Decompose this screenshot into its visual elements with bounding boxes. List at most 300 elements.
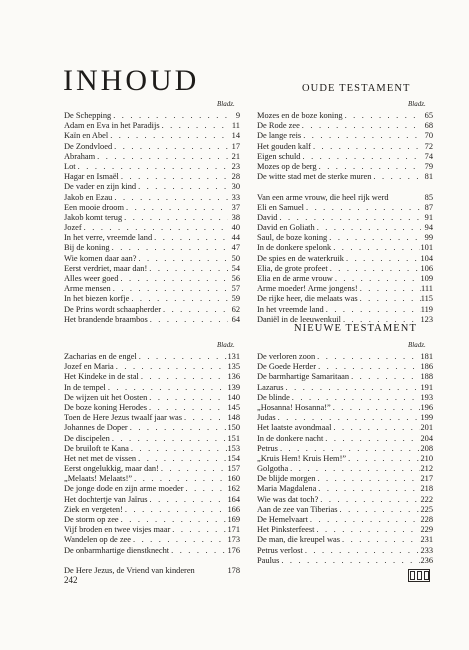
dot-leader [111,111,228,121]
toc-entry-page: 218 [420,484,433,494]
toc-entry-title: De lange reis [257,131,302,141]
toc-entry-page: 56 [231,274,240,283]
dot-leader [148,495,228,505]
toc-entry-page: 228 [420,515,433,524]
old-testament-right-column [257,111,433,325]
toc-entry-title: Hagar en Ismaël [64,172,119,182]
dot-leader [358,284,421,294]
toc-entry-page: 68 [424,121,433,131]
toc-entry-page: 199 [420,413,433,423]
toc-entry [64,362,240,372]
dot-leader [300,121,421,131]
dot-leader [129,444,228,454]
dot-leader [119,515,228,525]
dot-leader [344,254,420,264]
toc-entry-title: Zacharias en de engel [64,352,137,361]
dot-leader [147,264,228,274]
toc-entry-title: Vijf broden en twee visjes maar [64,525,171,535]
toc-entry-page: 160 [227,474,240,484]
toc-entry-page: 181 [420,352,433,361]
toc-entry-page: 210 [420,453,433,463]
toc-entry-page: 166 [227,504,240,514]
toc-entry [257,556,433,566]
dot-leader [284,383,421,393]
dot-leader [147,403,227,413]
toc-entry [64,484,240,494]
toc-entry [257,213,433,223]
toc-entry [257,121,433,131]
toc-entry [257,495,433,505]
dot-leader [136,454,227,464]
toc-entry-title: Lazarus [257,382,284,392]
toc-entry [64,434,240,444]
toc-entry-title: In de donkere nacht [257,433,324,443]
toc-entry-page: 236 [420,555,433,565]
dot-leader [316,484,420,494]
toc-entry-title: Het brandende braambos [64,314,148,324]
toc-entry [64,223,240,233]
dot-leader [346,454,420,464]
old-testament-heading: OUDE TESTAMENT [302,83,411,94]
toc-entry-page: 47 [231,243,240,253]
dot-leader [315,474,420,484]
toc-entry-page: 176 [227,545,240,555]
toc-entry-title: Jakob en Ezau [64,192,113,202]
toc-entry [64,352,240,362]
toc-entry-page: 65 [424,111,433,120]
toc-entry-title: De Hemelvaart [257,515,308,524]
dot-leader [343,111,421,121]
toc-entry-page: 94 [424,223,433,233]
toc-entry-title: Van een arme vrouw, die heel rijk werd [257,192,389,202]
toc-entry-title: De Rode zee [257,121,300,131]
dot-leader [279,556,420,566]
dot-leader [340,535,420,545]
toc-entry-page: 64 [231,314,240,324]
toc-entry-title: De barmhartige Samaritaan [257,372,350,382]
toc-entry-title: Elia en de arme vrouw [257,274,333,284]
toc-entry-page: 169 [227,515,240,524]
toc-entry [257,233,433,243]
toc-entry-title: Jozef [64,223,82,233]
toc-entry [257,383,433,393]
toc-entry-title: Het dochtertje van Jaïrus [64,494,148,504]
dot-leader [136,254,228,264]
toc-entry [257,454,433,464]
toc-entry-page: 162 [227,484,240,494]
page-title: INHOUD [63,64,200,97]
toc-entry-title: De verloren zoon [257,352,316,361]
toc-entry-title: De Schepping [64,111,112,120]
toc-entry [64,284,240,294]
toc-entry-page: 91 [424,212,433,222]
toc-entry [64,444,240,454]
toc-entry-title: De Goede Herder [257,362,317,372]
toc-entry [64,383,240,393]
toc-entry-title: De Here Jezus, de Vriend van kinderen [64,565,195,575]
toc-entry [64,413,240,423]
toc-entry-title: Maria Magdalena [257,484,317,494]
toc-entry-title: In het verre, vreemde land [64,233,153,243]
toc-entry [257,352,433,362]
dot-leader [331,243,420,253]
toc-entry-title: Het Kindeke in de stal [64,372,139,382]
old-testament-left-page-label: Bladz. [217,100,235,108]
dot-leader [358,294,421,304]
toc-entry [257,535,433,545]
dot-leader [324,305,421,315]
toc-entry [64,274,240,284]
toc-entry [257,434,433,444]
toc-entry-page: 14 [231,131,240,141]
dot-leader [152,233,228,243]
toc-entry [64,233,240,243]
toc-entry-title: In het biezen korfje [64,294,130,304]
toc-entry-title: Petrus verlost [257,545,303,555]
dot-leader [288,464,420,474]
dot-leader [331,403,421,413]
toc-entry-title: Adam en Eva in het Paradijs [64,121,160,131]
dot-leader [76,162,228,172]
toc-entry-title: Arme mensen [64,284,111,294]
dot-leader [112,193,228,203]
toc-entry [257,274,433,284]
dot-leader [277,213,421,223]
toc-entry-title: Saul, de boze koning [257,233,328,243]
toc-entry [64,254,240,264]
new-testament-right-page-label: Bladz. [408,341,426,349]
dot-leader [303,546,421,556]
toc-entry-page: 74 [424,151,433,161]
dot-leader [304,203,421,213]
toc-entry-page: 157 [227,464,240,474]
toc-entry-title: Het Pinksterfeest [257,525,315,535]
toc-entry [257,284,433,294]
dot-leader [110,434,228,444]
toc-entry [64,454,240,464]
toc-entry-page: 222 [420,494,433,504]
dot-leader [311,142,421,152]
dot-leader [137,352,228,362]
toc-entry-page: 87 [424,202,433,212]
toc-entry-title: Paulus [257,555,280,565]
dot-leader [301,152,422,162]
dot-leader [111,284,228,294]
new-testament-heading: NIEUWE TESTAMENT [294,323,418,334]
toc-entry-title: Wie komen daar aan? [64,253,137,263]
toc-entry-title: Wie was dat toch? [257,494,319,504]
dot-leader [118,274,228,284]
toc-entry [257,203,433,213]
toc-entry-page: 196 [420,402,433,412]
toc-entry-page: 101 [420,243,433,253]
toc-entry [64,203,240,213]
dot-leader [114,362,228,372]
toc-entry-page: 140 [227,392,240,402]
toc-entry-page: 150 [227,423,240,433]
toc-entry-page: 104 [420,253,433,263]
toc-entry-title: De vader en zijn kind [64,182,137,192]
dot-leader [333,274,421,284]
toc-entry-page: 111 [421,284,433,294]
toc-entry-page: 131 [227,352,240,361]
toc-entry-page: 81 [424,172,433,182]
toc-entry [64,131,240,141]
toc-entry-page: 62 [231,304,240,314]
toc-entry-page: 225 [420,504,433,514]
toc-entry-title: Jozef en Maria [64,362,114,372]
dot-leader [124,203,228,213]
toc-entry [257,223,433,233]
toc-entry-title: „Kruis Hem! Kruis Hem!” [257,453,347,463]
toc-entry [64,243,240,253]
toc-entry-title: De blinde [257,392,290,402]
toc-entry-page: 23 [231,161,240,171]
toc-entry [64,546,240,556]
toc-entry-page: 57 [231,284,240,294]
toc-entry [64,111,240,121]
dot-leader [328,264,421,274]
toc-entry [257,444,433,454]
dot-leader [276,413,421,423]
toc-entry-page: 21 [231,151,240,161]
toc-entry-title: De man, die kreupel was [257,535,341,545]
dot-leader [82,223,228,233]
toc-entry-page: 99 [424,233,433,243]
toc-entry-page: 38 [231,212,240,222]
toc-entry-title: Elia, de grote profeet [257,263,328,273]
dot-leader [122,213,228,223]
dot-leader [315,223,421,233]
toc-entry-title: De Zondvloed [64,141,113,151]
toc-entry-title: De spies en de waterkruik [257,253,344,263]
toc-entry [257,243,433,253]
toc-entry-page: 72 [424,141,433,151]
toc-entry-page: 186 [420,362,433,372]
toc-entry [64,213,240,223]
toc-entry [64,464,240,474]
toc-entry-page: 109 [420,274,433,284]
toc-entry-title: De wijzen uit het Oosten [64,392,148,402]
toc-entry-page: 153 [227,443,240,453]
toc-entry [257,525,433,535]
toc-entry-title: Jakob komt terug [64,212,123,222]
dot-leader [147,393,227,403]
toc-entry-title: Petrus [257,443,278,453]
dot-leader [131,535,227,545]
toc-entry-title: In het vreemde land [257,304,324,314]
old-testament-left-column [64,111,240,325]
toc-entry [257,464,433,474]
toc-entry-title: Johannes de Doper [64,423,128,433]
toc-entry-title: De onbarmhartige dienstknecht [64,545,170,555]
toc-entry-page: 164 [227,494,240,504]
toc-entry [64,315,240,325]
toc-entry-page: 28 [231,172,240,182]
toc-entry-title: Bij de koning [64,243,110,253]
dot-leader [315,352,420,362]
dot-leader [160,121,228,131]
toc-entry [257,111,433,121]
toc-entry-title: Daniël in de leeuwenkuil [257,314,341,324]
toc-entry [64,535,240,545]
toc-entry [64,515,240,525]
toc-entry-page: 59 [231,294,240,304]
toc-entry [257,172,433,182]
dot-leader [159,464,228,474]
toc-entry-title: Arme moeder! Arme jongens! [257,284,358,294]
toc-entry-title: Abraham [64,151,96,161]
toc-entry [64,403,240,413]
toc-entry-page: 212 [420,464,433,474]
dot-leader [161,305,228,315]
toc-entry-page: 115 [420,294,433,304]
toc-entry [64,121,240,131]
toc-entry [64,474,240,484]
toc-entry-title: Het laatste avondmaal [257,423,332,433]
dot-leader [110,243,228,253]
toc-entry-title: Alles weer goed [64,274,119,283]
toc-entry [64,393,240,403]
toc-entry-title: De blijde morgen [257,474,316,484]
dot-leader [139,372,228,382]
toc-entry-page: 40 [231,223,240,233]
toc-entry-title: Kaïn en Abel [64,131,109,141]
dot-leader [290,393,421,403]
toc-entry [257,372,433,382]
dot-leader [119,172,228,182]
toc-entry-page: 154 [227,453,240,463]
toc-entry [257,505,433,515]
dot-leader [371,172,421,182]
toc-entry-page: 85 [424,192,433,202]
toc-entry [64,556,240,576]
toc-entry-page: 37 [231,202,240,212]
toc-entry [64,142,240,152]
toc-entry-page: 17 [231,141,240,151]
toc-entry-page: 145 [227,402,240,412]
dot-leader [308,515,421,525]
toc-entry-title: Eerst verdriet, maar dan! [64,263,148,273]
toc-entry [257,254,433,264]
toc-entry [257,474,433,484]
toc-entry-title: De boze koning Herodes [64,402,148,412]
toc-entry-page: 123 [420,314,433,324]
toc-entry-title: De witte stad met de sterke muren [257,172,372,182]
toc-entry-title: Aan de zee van Tiberias [257,504,338,514]
toc-entry-title: In de donkere spelonk [257,243,332,253]
page-number: 242 [64,575,78,585]
toc-entry-page: 173 [227,535,240,545]
toc-entry-title: De Prins wordt schaapherder [64,304,161,314]
dot-leader [331,423,420,433]
toc-entry-title: Mozes en de boze koning [257,111,343,120]
toc-entry [257,152,433,162]
toc-entry-title: Eli en Samuel [257,202,304,212]
dot-leader [112,142,228,152]
toc-entry-title: Lot [64,161,76,171]
toc-entry-page: 231 [420,535,433,545]
toc-entry-page: 217 [420,474,433,484]
dot-leader [106,383,228,393]
dot-leader [95,152,228,162]
toc-entry-page: 208 [420,443,433,453]
dot-leader [327,233,421,243]
toc-entry [64,152,240,162]
dot-leader [123,505,228,515]
toc-entry-page: 204 [420,433,433,443]
toc-entry-title: Toen de Here Jezus twaalf jaar was [64,413,183,423]
toc-entry [257,142,433,152]
dot-leader [169,546,227,556]
toc-entry-page: 33 [231,192,240,202]
toc-entry [257,362,433,372]
toc-entry [257,182,433,202]
toc-entry-page: 11 [231,121,240,131]
toc-entry-title: David [257,212,278,222]
toc-entry-page: 171 [227,525,240,535]
toc-entry [257,393,433,403]
toc-entry [257,264,433,274]
dot-leader [317,162,421,172]
toc-entry-page: 70 [424,131,433,141]
dot-leader [148,315,228,325]
toc-entry [257,162,433,172]
toc-entry-page: 201 [420,423,433,433]
toc-entry [64,495,240,505]
toc-entry [64,264,240,274]
toc-entry-page: 30 [231,182,240,192]
toc-entry-title: Ziek en vergeten! [64,504,123,514]
dot-leader [318,495,420,505]
new-testament-left-column [64,352,240,576]
toc-entry-page: 193 [420,392,433,402]
toc-entry-title: Wandelen op de zee [64,535,131,545]
toc-entry-page: 9 [235,111,240,120]
toc-entry-title: David en Goliath [257,223,315,233]
toc-entry-title: Judas [257,413,276,423]
toc-entry-page: 139 [227,382,240,392]
toc-entry-page: 79 [424,161,433,171]
toc-entry-title: De storm op zee [64,515,119,524]
new-testament-right-column [257,352,433,566]
toc-entry-page: 229 [420,525,433,535]
dot-leader [108,131,228,141]
toc-entry-page: 151 [227,433,240,443]
toc-entry [257,131,433,141]
toc-entry-title: Eigen schuld [257,151,301,161]
toc-entry [64,193,240,203]
toc-entry-page: 148 [227,413,240,423]
toc-entry [257,403,433,413]
toc-entry-title: In de tempel [64,382,106,392]
dot-leader [128,423,228,433]
toc-entry-page: 178 [227,565,240,575]
toc-entry [64,162,240,172]
toc-entry-title: „Hosanna! Hosanna!” [257,402,331,412]
dot-leader [337,505,420,515]
publisher-mark-icon [408,569,430,582]
toc-entry [257,423,433,433]
dot-leader [323,434,420,444]
dot-leader [129,294,228,304]
toc-entry [257,413,433,423]
toc-entry-page: 188 [420,372,433,382]
toc-entry-title: Golgotha [257,464,289,474]
toc-entry-title: De jonge dode en zijn arme moeder [64,484,184,494]
dot-leader [301,131,421,141]
dot-leader [132,474,227,484]
